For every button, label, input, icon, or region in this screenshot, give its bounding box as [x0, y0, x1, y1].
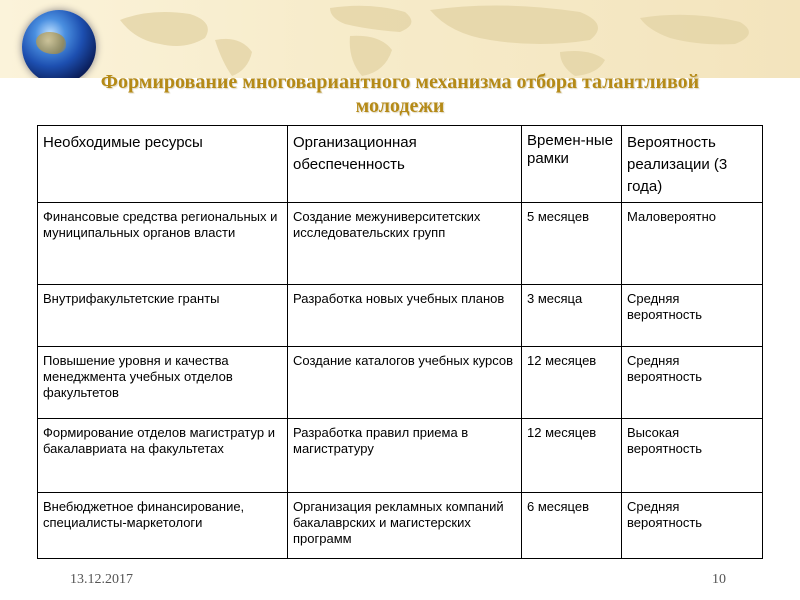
table-row — [38, 285, 763, 347]
cell-organization: Разработка новых учебных планов — [288, 285, 522, 347]
cell-resource: Финансовые средства региональных и муниципальных органов власти — [38, 203, 288, 285]
table-row — [38, 203, 763, 285]
cell-timeframe: 12 месяцев — [522, 347, 622, 419]
slide-title: Формирование многовариантного механизма отбора талантливой молодежи — [100, 71, 700, 117]
resources-table — [37, 125, 763, 559]
header-resources: Необходимые ресурсы — [38, 126, 288, 203]
table-row — [38, 347, 763, 419]
table-row — [38, 493, 763, 559]
cell-probability: Средняя вероятность — [622, 347, 763, 419]
cell-resource: Формирование отделов магистратур и бакалавриата на факультетах — [38, 419, 288, 493]
slide-date: 13.12.2017 — [70, 572, 133, 587]
cell-resource: Внебюджетное финансирование, специалисты-маркетологи — [38, 493, 288, 559]
header-probability: Вероятность реализации (3 года) — [622, 126, 763, 203]
cell-organization: Организация рекламных компаний бакалаврских и магистерских программ — [288, 493, 522, 559]
table-header-row — [38, 126, 763, 203]
cell-probability: Маловероятно — [622, 203, 763, 285]
cell-probability: Средняя вероятность — [622, 285, 763, 347]
header-timeframe: Времен-ные рамки — [522, 126, 622, 203]
header-organization: Организационная обеспеченность — [288, 126, 522, 203]
globe-icon — [22, 10, 96, 78]
cell-timeframe: 5 месяцев — [522, 203, 622, 285]
table-row — [38, 419, 763, 493]
header-banner — [0, 0, 800, 78]
cell-timeframe: 3 месяца — [522, 285, 622, 347]
cell-probability: Высокая вероятность — [622, 419, 763, 493]
world-map-decoration — [0, 0, 800, 78]
cell-organization: Создание каталогов учебных курсов — [288, 347, 522, 419]
slide-page-number: 10 — [712, 572, 726, 587]
cell-organization: Создание межуниверситетских исследовательских групп — [288, 203, 522, 285]
cell-timeframe: 12 месяцев — [522, 419, 622, 493]
cell-resource: Внутрифакультетские гранты — [38, 285, 288, 347]
cell-timeframe: 6 месяцев — [522, 493, 622, 559]
cell-resource: Повышение уровня и качества менеджмента учебных отделов факультетов — [38, 347, 288, 419]
cell-organization: Разработка правил приема в магистратуру — [288, 419, 522, 493]
cell-probability: Средняя вероятность — [622, 493, 763, 559]
